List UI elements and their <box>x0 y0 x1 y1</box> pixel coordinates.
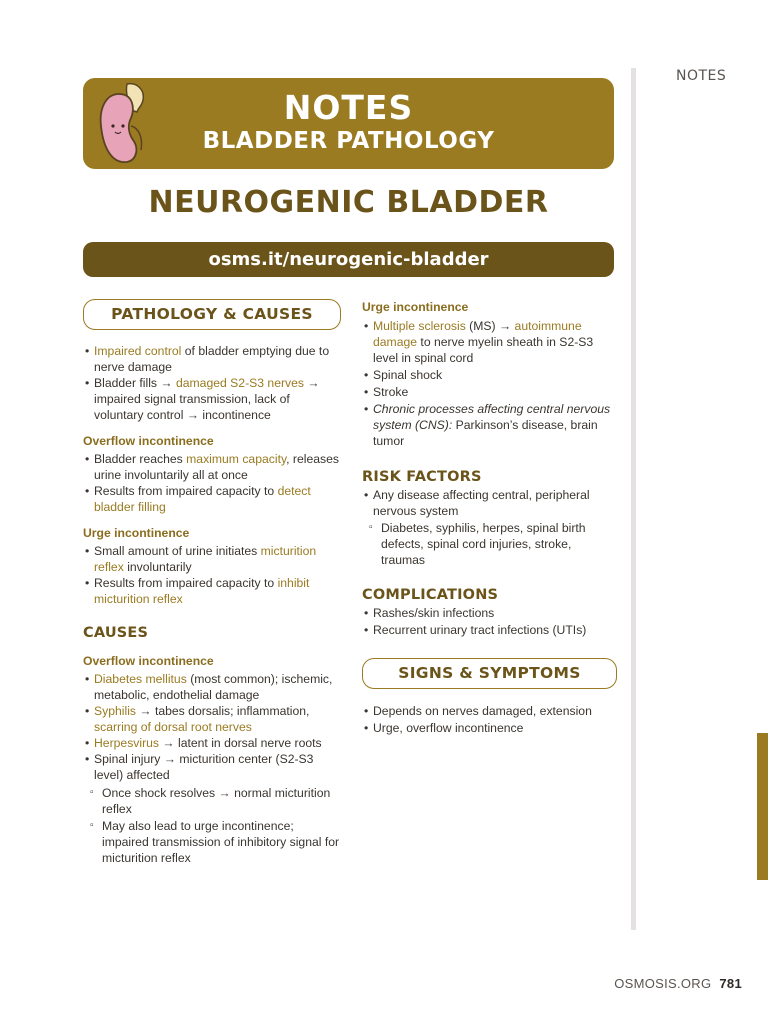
banner-subtitle: BLADDER PATHOLOGY <box>202 128 495 154</box>
spinal-injury-sublist <box>83 785 341 866</box>
page-footer <box>614 976 742 991</box>
list-item: • Small amount of urine initiates micturition reflex involuntarily <box>83 543 341 575</box>
signs-symptoms-heading: SIGNS & SYMPTOMS <box>362 658 617 689</box>
list-item: • Results from impaired capacity to inhibit micturition reflex <box>83 575 341 607</box>
header-banner <box>83 78 614 169</box>
list-item: • Diabetes mellitus (most common); ischemic, metabolic, endothelial damage <box>83 671 341 703</box>
list-item: ▫ Diabetes, syphilis, herpes, spinal birth defects, spinal cord injuries, stroke, traumas <box>362 520 617 568</box>
causes-list <box>83 671 341 783</box>
causes-overflow-heading: Overflow incontinence <box>83 654 214 668</box>
right-urge-heading: Urge incontinence <box>362 300 469 314</box>
overflow-incontinence-heading: Overflow incontinence <box>83 434 214 448</box>
side-notes-label: NOTES <box>676 68 727 84</box>
list-item: • Bladder reaches maximum capacity, releases urine involuntarily all at once <box>83 451 341 483</box>
complications-list <box>362 605 617 638</box>
footer-site: OSMOSIS.ORG <box>614 976 712 991</box>
urge-incontinence-heading: Urge incontinence <box>83 526 190 540</box>
list-item: • Herpesvirus → latent in dorsal nerve roots <box>83 735 341 751</box>
list-item: • Depends on nerves damaged, extension <box>362 703 617 719</box>
list-item: • Stroke <box>362 384 617 400</box>
left-column <box>83 299 341 866</box>
risk-factors-sublist <box>362 520 617 568</box>
list-item: • Syphilis → tabes dorsalis; inflammation, scarring of dorsal root nerves <box>83 703 341 735</box>
list-item: • Rashes/skin infections <box>362 605 617 621</box>
list-item: • Recurrent urinary tract infections (UTIs) <box>362 622 617 638</box>
list-item: • Any disease affecting central, peripheral nervous system <box>362 487 617 519</box>
list-item: • Impaired control of bladder emptying due to nerve damage <box>83 343 341 375</box>
list-item: • Multiple sclerosis (MS) → autoimmune damage to nerve myelin sheath in S2-S3 level in spinal cord <box>362 318 617 366</box>
list-item: • Spinal injury → micturition center (S2-S3 level) affected <box>83 751 341 783</box>
topic-link[interactable]: osms.it/neurogenic-bladder <box>83 242 614 277</box>
list-item: • Results from impaired capacity to detect bladder filling <box>83 483 341 515</box>
pathology-causes-heading: PATHOLOGY & CAUSES <box>83 299 341 330</box>
list-item: • Urge, overflow incontinence <box>362 720 617 736</box>
urge-causes-list <box>362 318 617 449</box>
list-item: • Chronic processes affecting central nervous system (CNS): Parkinson’s disease, brain tumor <box>362 401 617 449</box>
kidney-icon <box>97 80 153 168</box>
right-column <box>362 299 617 736</box>
complications-heading: COMPLICATIONS <box>362 587 499 603</box>
urge-list <box>83 543 341 607</box>
banner-title: NOTES <box>283 88 414 127</box>
risk-factors-heading: RISK FACTORS <box>362 469 482 485</box>
list-item: • Bladder fills → damaged S2-S3 nerves → impaired signal transmission, lack of voluntary control → incontinence <box>83 375 341 423</box>
list-item: • Spinal shock <box>362 367 617 383</box>
side-divider <box>631 68 636 930</box>
page-number: 781 <box>719 976 742 991</box>
list-item: ▫ May also lead to urge incontinence; impaired transmission of inhibitory signal for micturition reflex <box>83 818 341 866</box>
list-item: ▫ Once shock resolves → normal micturition reflex <box>83 785 341 817</box>
risk-factors-list <box>362 487 617 519</box>
pathology-list <box>83 343 341 423</box>
causes-heading: CAUSES <box>83 625 149 641</box>
signs-list <box>362 703 617 736</box>
side-tab-marker <box>757 733 768 880</box>
overflow-list <box>83 451 341 515</box>
page-title: NEUROGENIC BLADDER <box>148 185 549 220</box>
